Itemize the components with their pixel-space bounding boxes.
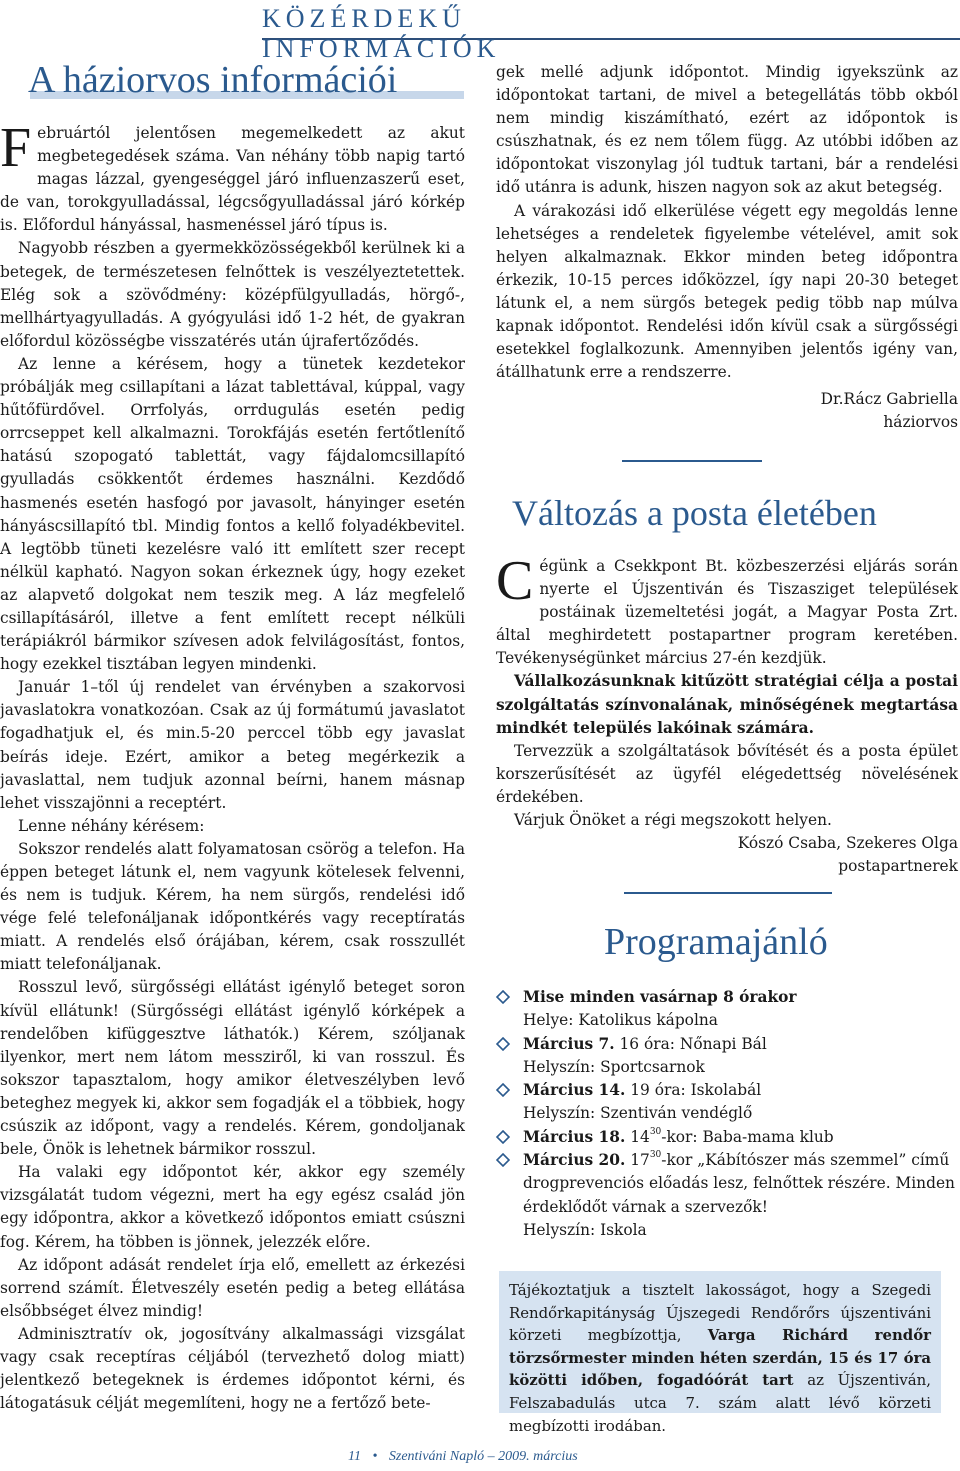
article-paragraph: Adminisztratív ok, jogosítvány alkalmassági vizsgálat vagy csak receptíras céljából (tervezhető dolog miatt) jelentkező betegeknek is érdemes időpontot kérni, és látogatásuk célját megemlíteni, hogy ne a fertőző bete- [0,1324,465,1413]
article-title: Változás a posta életében [512,493,877,533]
diamond-bullet-icon [496,1130,510,1144]
program-item: Március 7. 16 óra: Nőnapi Bál Helyszín: Sportcsarnok [496,1033,958,1080]
article-paragraph: Cégünk a Csekkpont Bt. közbeszerzési eljárás során nyerte el Újszentiván és Tiszasziget települések postáinak üzemeltetési jogát, a Magyar Posta Zrt. által meghirdetett postapartner program keretében. Tevékenységünket március 27-én kezdjük. [496,550,958,668]
program-item: Március 14. 19 óra: Iskolabál Helyszín: Szentiván vendéglő [496,1079,958,1126]
page-number: 11 [348,1449,361,1464]
article-paragraph: Január 1–től új rendelet van érvényben a szakorvosi javaslatokra vonatkozóan. Csak az új formátumú javaslatot fogadhatjuk el, és min.5-20 perccel több egy javaslat beírás ideje. Ezért, amikor a beteg megérkezik a javaslattal, nem tudjuk azonnal beírni, hanem másnap lehet visszajönni a receptért. [0,678,465,812]
page-footer [348,1449,648,1465]
section-header [262,2,960,63]
drop-cap: F [0,117,32,179]
article-body-right [496,61,958,435]
article-paragraph: Tervezzük a szolgáltatások bővítését és a posta épület korszerűsítését az ügyfél elégedettség növelésének érdekében. [496,741,958,806]
drop-cap: C [496,550,534,612]
diamond-bullet-icon [496,1083,510,1097]
notice-text: Tájékoztatjuk a tisztelt lakosságot, hogy a Szegedi Rendőrkapitányság Újszegedi Rendőrőrs újszentiváni körzeti megbízottja, Varga Richárd rendőr törzsőrmester minden héten szerdán, 15 és 17 óra közötti időben, fogadóórát tart az Újszentiván, Felszabadulás utca 7. szám alatt lévő körzeti megbízotti irodában. [509,1281,932,1435]
signature-name: Dr.Rácz Gabriella [820,390,958,409]
article-title: A háziorvos információi [28,59,398,101]
program-item-location: Helyszín: Sportcsarnok [523,1057,705,1076]
article-paragraph: Lenne néhány kérésem: [18,816,205,835]
program-item: Mise minden vasárnap 8 órakor Helye: Katolikus kápolna [496,986,958,1033]
article-paragraph: Az lenne a kérésem, hogy a tünetek kezdetekor próbálják meg csillapítani a lázat tablettával, kúppal, vagy hűtőfürdővel. Orrfolyás, orrdugulás esetén pedig orrcseppet kell alkalmazni. Torokfájás esetén fertőtlenítő hatású szopogató tablettát, vagy fájdalomcsillapító gyulladás csökkentőt érdemes használni. Kezdődő hasmenés esetén hasfogó por javasolt, hányinger esetén hányáscsillapító tbl. Mindig fontos a kellő folyadékbevitel. A legtöbb tüneti kezelésre való itt említett szer recept nélkül kapható. Nagyon sokan érkeznek úgy, hogy ezeket az alapvető dolgokat nem teszik meg. A láz megfelelő csillapításáról, illetve a fent említett recept nélküli terápiákról bármikor szívesen adok felvilágosítást, fontos, hogy ezekkel tisztában legyen mindenki. [0,354,465,674]
program-item-location: Helyszín: Iskola [523,1220,647,1239]
article-paragraph: gek mellé adjunk időpontot. Mindig igyekszünk az időpontokat tartani, de mivel a betegellátás több okból nem mindig kiszámítható, ezért az időpontok is csúszhatnak, és ez nem tőlem függ. Az utóbbi időben az időpontokat viszonylag jól tudtuk tartani, bár a rendelési idő utánra is adunk, hiszen nagyon sok az akut betegség. [496,63,958,197]
article-body-post [496,550,958,878]
article-paragraph: Sokszor rendelés alatt folyamatosan csörög a telefon. Ha éppen beteget látunk el, nem vagyunk kötelesek felvenni, és nem is tudjuk. Kérem, ha nem sürgős, rendelési idő vége felé telefonáljanak időpontkérés vagy receptíratás miatt. A rendelés első órájában, kérem, csak rosszullét miatt telefonáljanak. [0,839,465,974]
diamond-bullet-icon [496,990,510,1004]
diamond-bullet-icon [496,1153,510,1167]
bullet-separator-icon: • [372,1449,378,1464]
article-paragraph: Az időpont adását rendelet írja elő, emellett az érkezési sorrend számít. Életveszély esetén pedig a beteg ellátása elsőbbséget élvez mindig! [0,1255,465,1320]
divider [622,460,762,462]
program-item-location: Helyszín: Szentiván vendéglő [523,1104,753,1123]
police-notice-box [499,1271,941,1435]
divider [624,892,832,894]
article-paragraph: Ha valaki egy időpontot kér, akkor egy személy vizsgálatát tudom végezni, mert ha egy egész család jön egy időpontra, akkor a következő időpontos emiatt csúszni fog. Kérem, ha többen is jönnek, jelezzék előre. [0,1163,465,1251]
article-paragraph: Rosszul levő, sürgősségi ellátást igénylő beteget soron kívül ellátunk! (Sürgősségi ellátást igénylő kórképek a rendelőben kifüggesztve láthatók.) Kérem, szóljanak ilyenkor, mert nem látom messziről, ki van rosszul. És sokszor tapasztalom, hogy amikor életveszélyben levő beteghez megyek ki, akkor sem fogadják el a többiek, hogy csúszik az időpont, vagy a rendelés. Kérem, gondoljanak bele, Önök is lehetnek bármikor rosszul. [0,978,465,1159]
article-paragraph-bold: Vállalkozásunknak kitűzött stratégiai célja a postai szolgáltatás színvonalának, minőségének megtartása mindkét település lakóinak számára. [496,672,958,737]
signature-role: háziorvos [883,413,958,432]
article-body-left [0,117,465,1415]
article-paragraph: A várakozási idő elkerülése végett egy megoldás lenne lehetséges a rendeletek figyelembe vételével, amit sok helyen alkalmaznak. Ekkor minden beteg időpontra érkezik, 10-15 perces időközzel, így napi 20-30 beteget látunk el, a nem sürgős betegek pedig több nap múlva kapnak időpontot. Rendelési időn kívül csak a sürgősségi esetekkel foglalkozunk. Amennyiben jelentős igény van, átállhatunk erre a rendszerre. [496,201,958,382]
signature-name: Kószó Csaba, Szekeres Olga [737,834,958,853]
program-item-location: Helye: Katolikus kápolna [523,1011,718,1030]
article-paragraph: Nagyobb részben a gyermekközösségekből kerülnek ki a betegek, de természetesen felnőttek is veszélyeztetettek. Elég sok a szövődmény: középfülgyulladás, hörgő-, mellhártyagyulladás. A gyógyulási idő 1-2 hét, de gyakran előfordul közösségbe visszatérés után újrafertőződés. [0,239,465,350]
program-item: Március 18. $14^{30}$-kor: Baba-mama klub [496,1126,958,1149]
diamond-bullet-icon [496,1037,510,1051]
article-paragraph: Februártól jelentősen megemelkedett az akut megbetegedések száma. Van néhány több napig tartó magas lázzal, gyengeséggel járó influenzaszerű eset, de van, torokgyulladással, légcsőgyulladással járó kórkép is. Előfordul hányással, hasmenéssel járó típus is. [0,117,465,235]
program-item: Március 20. $17^{30}$-kor „Kábítószer más szemmel” című drogprevenciós előadás lesz, felnőttek részére. Minden érdeklődőt várnak a szervezők! Helyszín: Iskola [496,1149,958,1242]
article-paragraph: Várjuk Önöket a régi megszokott helyen. [514,811,832,830]
signature-role: postapartnerek [838,857,958,876]
publication-name: Szentiváni Napló – 2009. március [388,1449,578,1464]
program-title: Programajánló [604,921,828,963]
program-list [496,986,958,1242]
section-title: KÖZÉRDEKŰ INFORMÁCIÓK [262,4,501,63]
